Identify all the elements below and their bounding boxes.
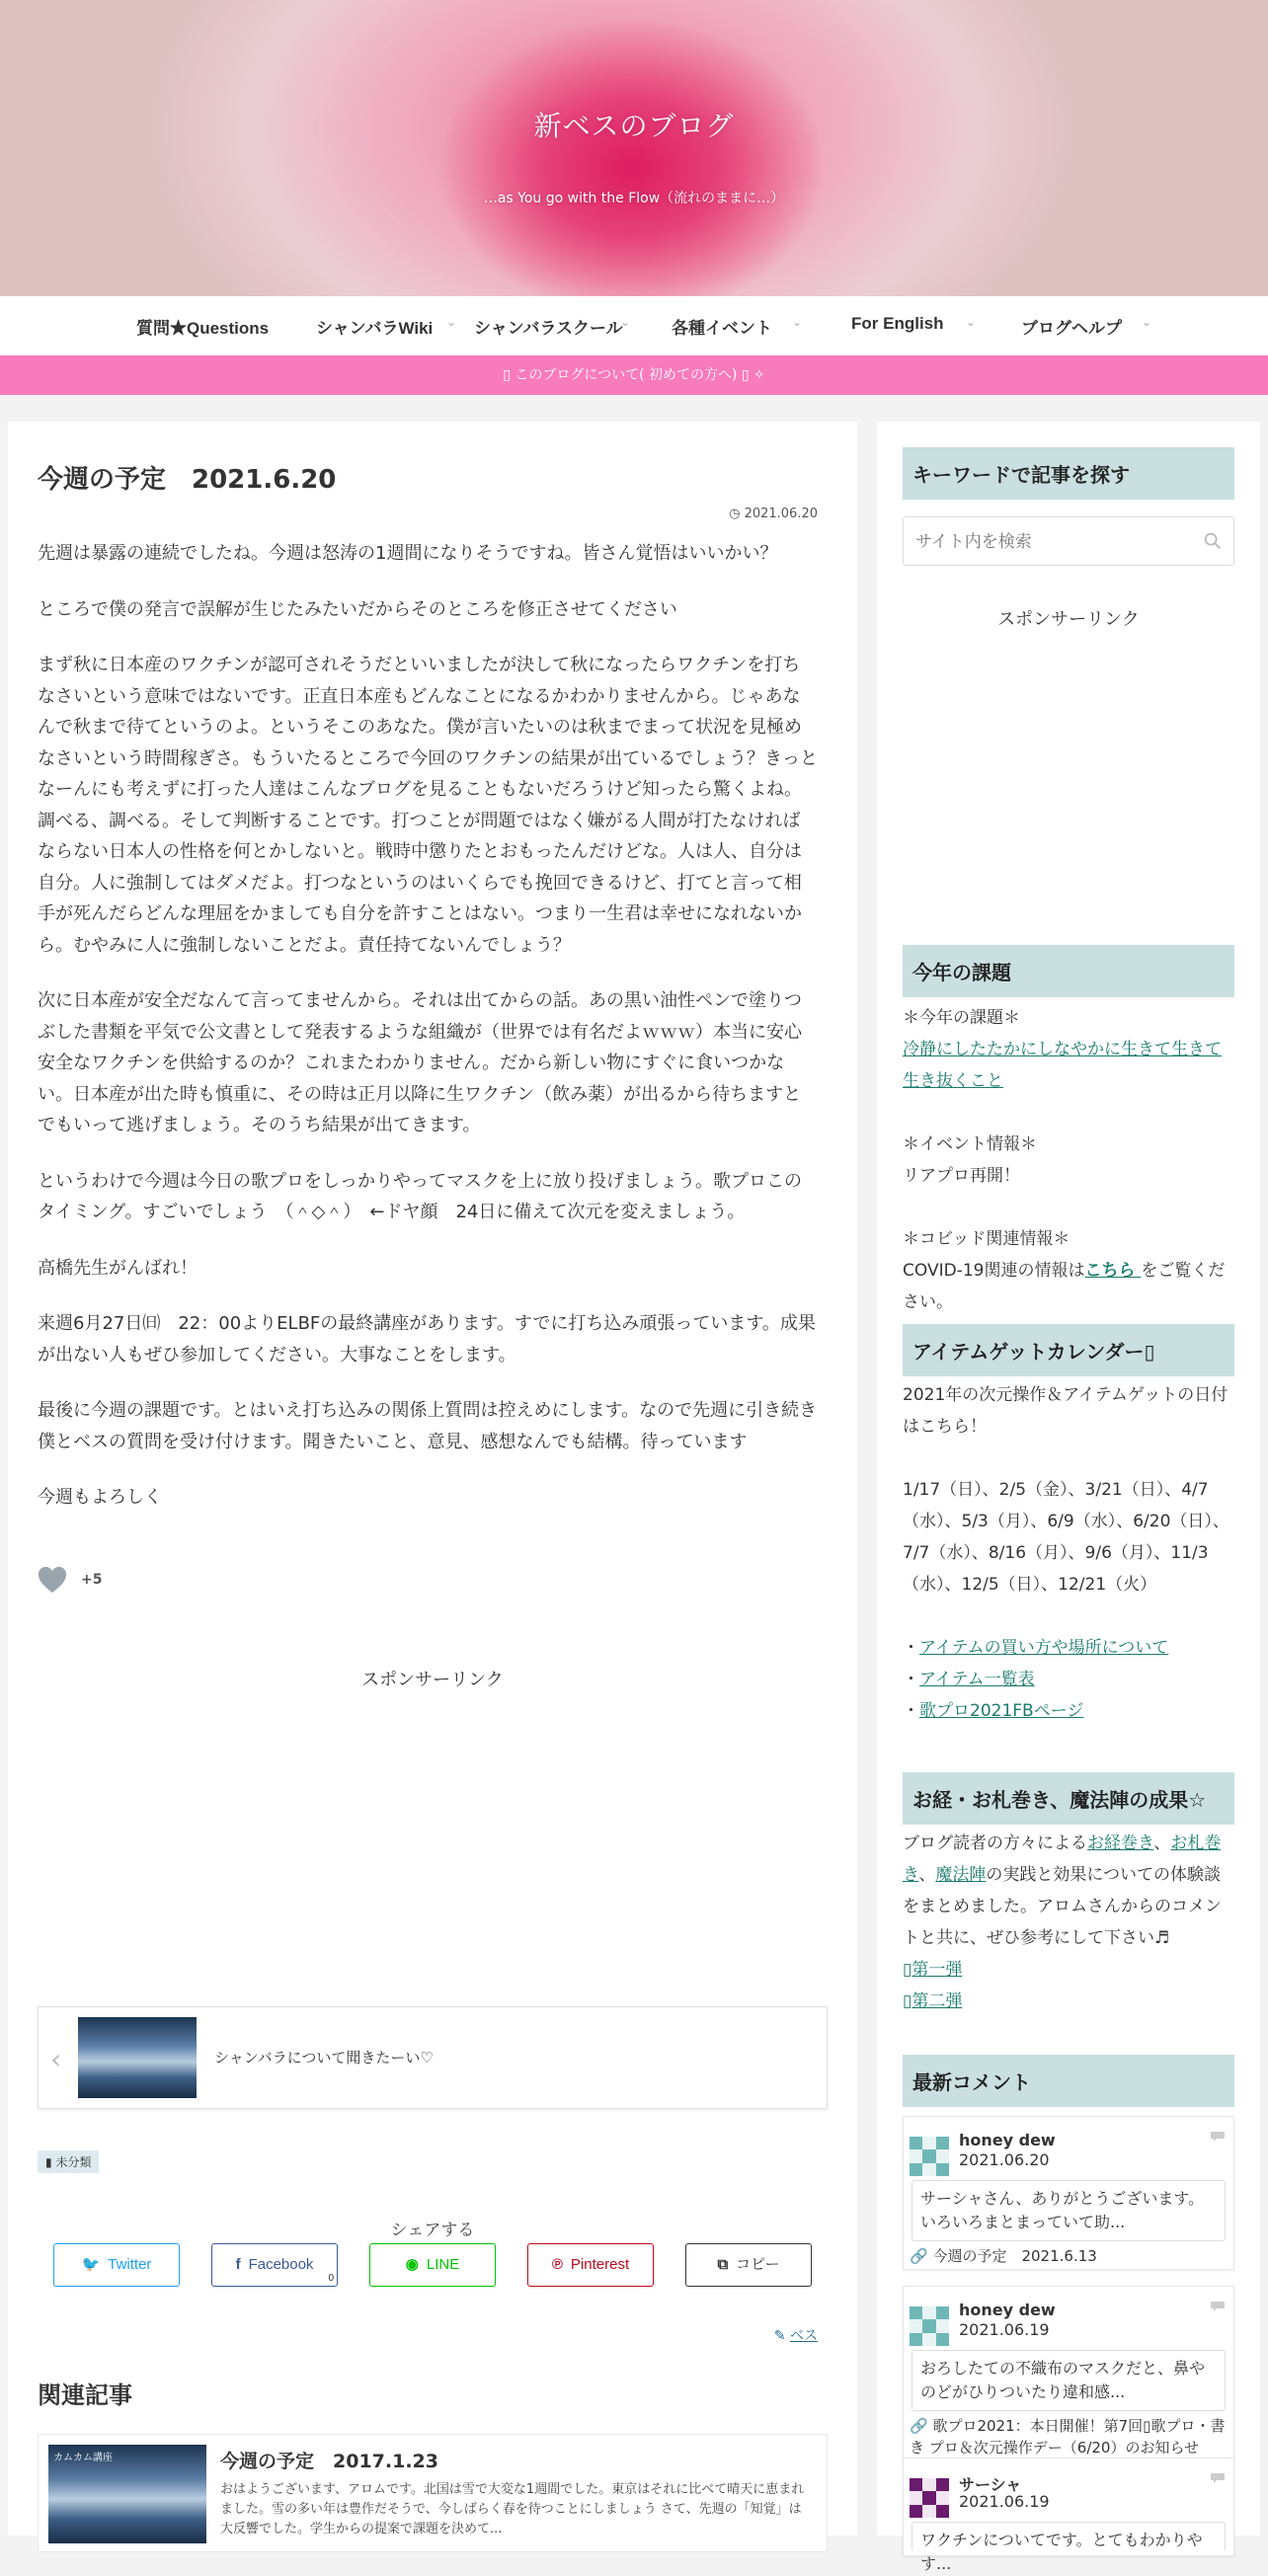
comment-post-link[interactable] [910, 2245, 1231, 2267]
utapro-fb-link[interactable]: 歌プロ2021FBページ [919, 1701, 1084, 1721]
comment-author: honey dew [959, 2301, 1056, 2319]
nav-item-shambala-wiki[interactable] [316, 314, 457, 339]
nav-item-label: 質問★Questions [136, 319, 270, 338]
share-label-text: Facebook [248, 2256, 314, 2273]
share-line-button[interactable] [369, 2243, 496, 2287]
comment-card[interactable] [903, 2116, 1234, 2270]
covid-text [903, 1255, 1234, 1318]
copy-icon: ⧉ [717, 2256, 729, 2273]
chevron-down-icon: ⌄ [1142, 315, 1152, 329]
related-post-thumbnail [48, 2445, 206, 2543]
event-label: ＊イベント情報＊ [903, 1134, 1037, 1154]
comment-text: ワクチンについてです。とてもわかりやす... [911, 2522, 1226, 2551]
post-paragraph: 今週もよろしく [38, 1487, 162, 1508]
comment-card[interactable] [903, 2286, 1234, 2459]
nav-item-label: シャンバラWiki [316, 319, 434, 338]
prev-post-link[interactable] [38, 2006, 828, 2109]
post-paragraph: ところで僕の発言で誤解が生じたみたいだからそのところを修正させてください [38, 598, 677, 620]
nav-item-questions[interactable] [136, 314, 269, 339]
like-count: +5 [81, 1572, 103, 1588]
share-label-text: LINE [426, 2256, 460, 2273]
kadai-section [903, 1002, 1234, 1318]
covid-text-after: をご覧ください。 [903, 1261, 1226, 1312]
kadai-link[interactable]: 冷静にしたたかにしなやかに生きて生きて生き抜くこと [903, 1040, 1222, 1091]
chevron-down-icon: ⌄ [446, 315, 457, 329]
comment-author: サーシャ [959, 2475, 1022, 2494]
comment-bubble-icon [1210, 2301, 1226, 2312]
share-facebook-button[interactable] [211, 2243, 338, 2287]
comment-bubble-icon [1210, 2131, 1226, 2143]
search-icon[interactable] [1202, 530, 1224, 552]
okyo-part1-link[interactable]: ▯第一弾 [903, 1960, 963, 1980]
chevron-left-icon: ‹ [50, 2043, 62, 2075]
post-paragraph: 最後に今週の課題です。とはいえ打ち込みの関係上質問は控えめにします。なので先週に引き続き僕とベスの質問を受け付けます。聞きたいこと、意見、感想なんでも結構。待っています [38, 1400, 818, 1452]
clock-icon: ◷ [729, 507, 741, 521]
comment-post-link[interactable] [910, 2415, 1231, 2459]
nav-item-label: シャンバラスクール [474, 319, 623, 338]
calendar-heading: アイテムゲットカレンダー▯ [903, 1324, 1234, 1376]
main-nav [0, 296, 1268, 355]
nav-item-blog-help[interactable] [1021, 314, 1152, 339]
search-input[interactable] [915, 529, 1202, 555]
related-post-title: 今週の予定 2017.1.23 [220, 2451, 438, 2472]
category-tag[interactable] [38, 2150, 99, 2173]
calendar-link-item: ・アイテムの買い方や場所について [903, 1638, 1169, 1658]
related-heading: 関連記事 [38, 2381, 132, 2409]
line-icon: ◉ [405, 2256, 419, 2273]
chevron-down-icon: ⌄ [792, 315, 803, 329]
post-paragraph: まず秋に日本産のワクチンが認可されそうだといいましたが決して秋になったらワクチンを打ちなさいという意味ではないです。正直日本産もどんなことになるかわかりませんから。じゃあなんで秋まで待てというのよ。というそこのあなた。僕が言いたいのは秋までまって状況を見極めなさいという時間稼ぎさ。もういたるところで今回のワクチンの結果が出ているでしょう？きっとなーんにも考えずに打った人達はこんなブログを見ることもないだろうけど知ったら驚くよね。調べる、調べる。そして判断することです。打つことが問題ではなく嫌がる人間が打たなければならない日本人の性格を何とかしないと。戦時中懲りたとおもったんだけどな。人は人、自分は自分。人に強制してはダメだよ。打つなというのはいくらでも挽回できるけど、打てと言って相手が死んだらどんな理屈をかましても自分を許すことはない。つまり一生君は幸せになれないから。むやみに人に強制しないことだよ。責任持てないんでしょう？ [38, 655, 819, 956]
item-guide-link[interactable]: アイテムの買い方や場所について [919, 1638, 1169, 1658]
sidebar [877, 422, 1260, 2573]
main-content [8, 422, 857, 2536]
sidebar-sponsor-label: スポンサーリンク [997, 609, 1140, 630]
chevron-down-icon: ⌄ [620, 315, 631, 329]
share-label-text: Pinterest [570, 2256, 630, 2273]
post-paragraph: 高橋先生がんばれ！ [38, 1257, 198, 1279]
covid-label: ＊コビッド関連情報＊ [903, 1229, 1070, 1249]
thumbnail-label: カムカム講座 [53, 2453, 113, 2463]
post-title: 今週の予定 2021.6.20 [38, 465, 337, 495]
nav-item-label: ブログヘルプ [1021, 319, 1122, 338]
post-paragraph: 先週は暴露の連続でしたね。今週は怒涛の1週間になりそうですね。皆さん覚悟はいいかい？ [38, 543, 778, 564]
comment-card[interactable] [903, 2458, 1234, 2573]
nav-item-events[interactable] [672, 314, 803, 339]
comment-author: honey dew [959, 2131, 1056, 2149]
okyo-separator: 、 [1153, 1834, 1171, 1853]
post-body [38, 538, 818, 1538]
okyo-link[interactable]: お経巻き [1087, 1834, 1154, 1853]
twitter-icon: 🐦 [81, 2256, 101, 2273]
comment-date: 2021.06.20 [959, 2150, 1050, 2169]
avatar [910, 2137, 949, 2176]
notice-bar[interactable]: ▯ このブログについて( 初めての方へ) ▯ ✧ [0, 355, 1268, 395]
calendar-link-item: ・歌プロ2021FBページ [903, 1701, 1084, 1721]
link-icon: 🔗 [910, 2417, 928, 2435]
comment-bubble-icon [1210, 2472, 1226, 2484]
okyo-text-2: の実践と効果についての体験談をまとめました。アロムさんからのコメントと共に、ぜひ参考にして下さい♬ [903, 1865, 1222, 1948]
facebook-icon: f [235, 2256, 241, 2273]
item-list-link[interactable]: アイテム一覧表 [919, 1670, 1035, 1689]
site-title[interactable]: 新ベスのブログ [533, 110, 735, 142]
search-box [903, 516, 1234, 566]
comment-date: 2021.06.19 [959, 2492, 1050, 2511]
prev-post-thumbnail [78, 2017, 197, 2098]
event-text: リアプロ再開！ [903, 1166, 1020, 1186]
comment-text: サーシャさん、ありがとうございます。いろいろまとまっていて助... [911, 2180, 1226, 2241]
kadai-heading: 今年の課題 [903, 945, 1234, 997]
header-image [0, 0, 1268, 296]
folder-icon: ▮ [45, 2155, 52, 2169]
nav-item-for-english[interactable] [851, 314, 977, 334]
avatar [910, 2306, 949, 2346]
okyo-text-1: ブログ読者の方々による [903, 1834, 1087, 1853]
share-label-text: Twitter [108, 2256, 152, 2273]
comment-text: おろしたての不織布のマスクだと、鼻やのどがひりついたり違和感... [911, 2350, 1226, 2411]
comments-heading: 最新コメント [903, 2055, 1234, 2107]
comment-date: 2021.06.19 [959, 2320, 1050, 2339]
post-paragraph: 来週6月27日㈰ 22：00よりELBFの最終講座があります。すでに打ち込み頑張っています。成果が出ない人もぜひ参加してください。大事なことをします。 [38, 1313, 816, 1366]
author-link[interactable] [774, 2325, 818, 2345]
okyo-section [903, 1828, 1234, 2017]
related-post-card[interactable] [38, 2434, 828, 2552]
mahoujin-link[interactable]: 魔法陣 [935, 1865, 987, 1885]
covid-text-before: COVID-19関連の情報は [903, 1261, 1085, 1281]
category-label: 未分類 [55, 2155, 92, 2169]
calendar-section [903, 1379, 1234, 1727]
nav-item-label: For English [851, 314, 944, 333]
chevron-down-icon: ⌄ [966, 315, 977, 329]
okyo-heading: お経・お札巻き、魔法陣の成果☆ [903, 1772, 1234, 1825]
comment-post-title: 今週の予定 2021.6.13 [932, 2247, 1097, 2265]
kadai-label: ＊今年の課題＊ [903, 1008, 1020, 1028]
share-pinterest-button[interactable] [527, 2243, 654, 2287]
share-label-text: コピー [736, 2256, 780, 2273]
nav-item-label: 各種イベント [672, 319, 772, 338]
related-post-excerpt: おはようございます、アロムです。北国は雪で大変な1週間でした。東京はそれに比べて晴天に恵まれました。雪の多い年は豊作だそうで、今しばらく春を待つことにしましょう さて、先週の「知覚」は大反響でした。学生からの提案で課題を決めて... [220, 2482, 805, 2537]
link-icon: 🔗 [910, 2247, 928, 2265]
post-date [729, 507, 818, 521]
post-date-text: 2021.06.20 [744, 507, 818, 521]
calendar-intro: 2021年の次元操作＆アイテムゲットの日付はこちら！ [903, 1385, 1228, 1437]
okyo-text [903, 1828, 1234, 1954]
calendar-dates: 1/17（日）、2/5（金）、3/21（日）、4/7（水）、5/3（月）、6/9（水）、6/20（日）、7/7（水）、8/16（月）、9/6（月）、11/3（水）、12/5（日）、12/21（火） [903, 1480, 1229, 1595]
okyo-part2-link[interactable]: ▯第二弾 [903, 1991, 963, 2011]
avatar [910, 2478, 949, 2518]
site-header [0, 0, 1268, 296]
prev-post-title: シャンバラについて聞きたーい♡ [214, 2049, 434, 2067]
covid-link[interactable]: こちら [1084, 1261, 1142, 1281]
author-name: ベス [790, 2328, 818, 2344]
heart-icon [38, 1565, 67, 1595]
search-heading: キーワードで記事を探す [903, 447, 1234, 500]
post-paragraph: というわけで今週は今日の歌プロをしっかりやってマスクを上に放り投げましょう。歌プロこのタイミング。すごいでしょう （＾◇＾） ←ドヤ顔 24日に備えて次元を変えましょう。 [38, 1170, 802, 1222]
post-paragraph: 次に日本産が安全だなんて言ってませんから。それは出てからの話。あの黒い油性ペンで塗りつぶした書類を平気で公文書として発表するような組織が（世界では有名だよｗｗｗ）本当に安心安全なワクチンを供給するのか？これまたわかりません。だから新しい物にすぐに食いつかない。日本産が出た時も慎重に、その時は正月以降に生ワクチン（飲み薬）が出るから待ちますとでもいって逃げましょう。そのうち結果が出てきます。 [38, 990, 802, 1135]
ofuda-link[interactable]: お札巻き [903, 1834, 1222, 1885]
share-count: 0 [328, 2273, 334, 2284]
share-copy-button[interactable] [685, 2243, 812, 2287]
pinterest-icon: ℗ [551, 2256, 563, 2273]
nav-item-shambala-school[interactable] [474, 314, 631, 339]
sponsor-label: スポンサーリンク [361, 1670, 504, 1690]
okyo-separator: 、 [918, 1865, 936, 1885]
comment-post-title: 歌プロ2021：本日開催！第7回▯歌プロ・書き プロ＆次元操作デー（6/20）のお知らせ [910, 2417, 1226, 2457]
site-tagline: …as You go with the Flow（流れのままに…） [483, 191, 785, 206]
share-label: シェアする [390, 2221, 475, 2240]
share-twitter-button[interactable] [53, 2243, 180, 2287]
pencil-icon: ✎ [773, 2328, 786, 2344]
calendar-link-item: ・アイテム一覧表 [903, 1670, 1035, 1689]
